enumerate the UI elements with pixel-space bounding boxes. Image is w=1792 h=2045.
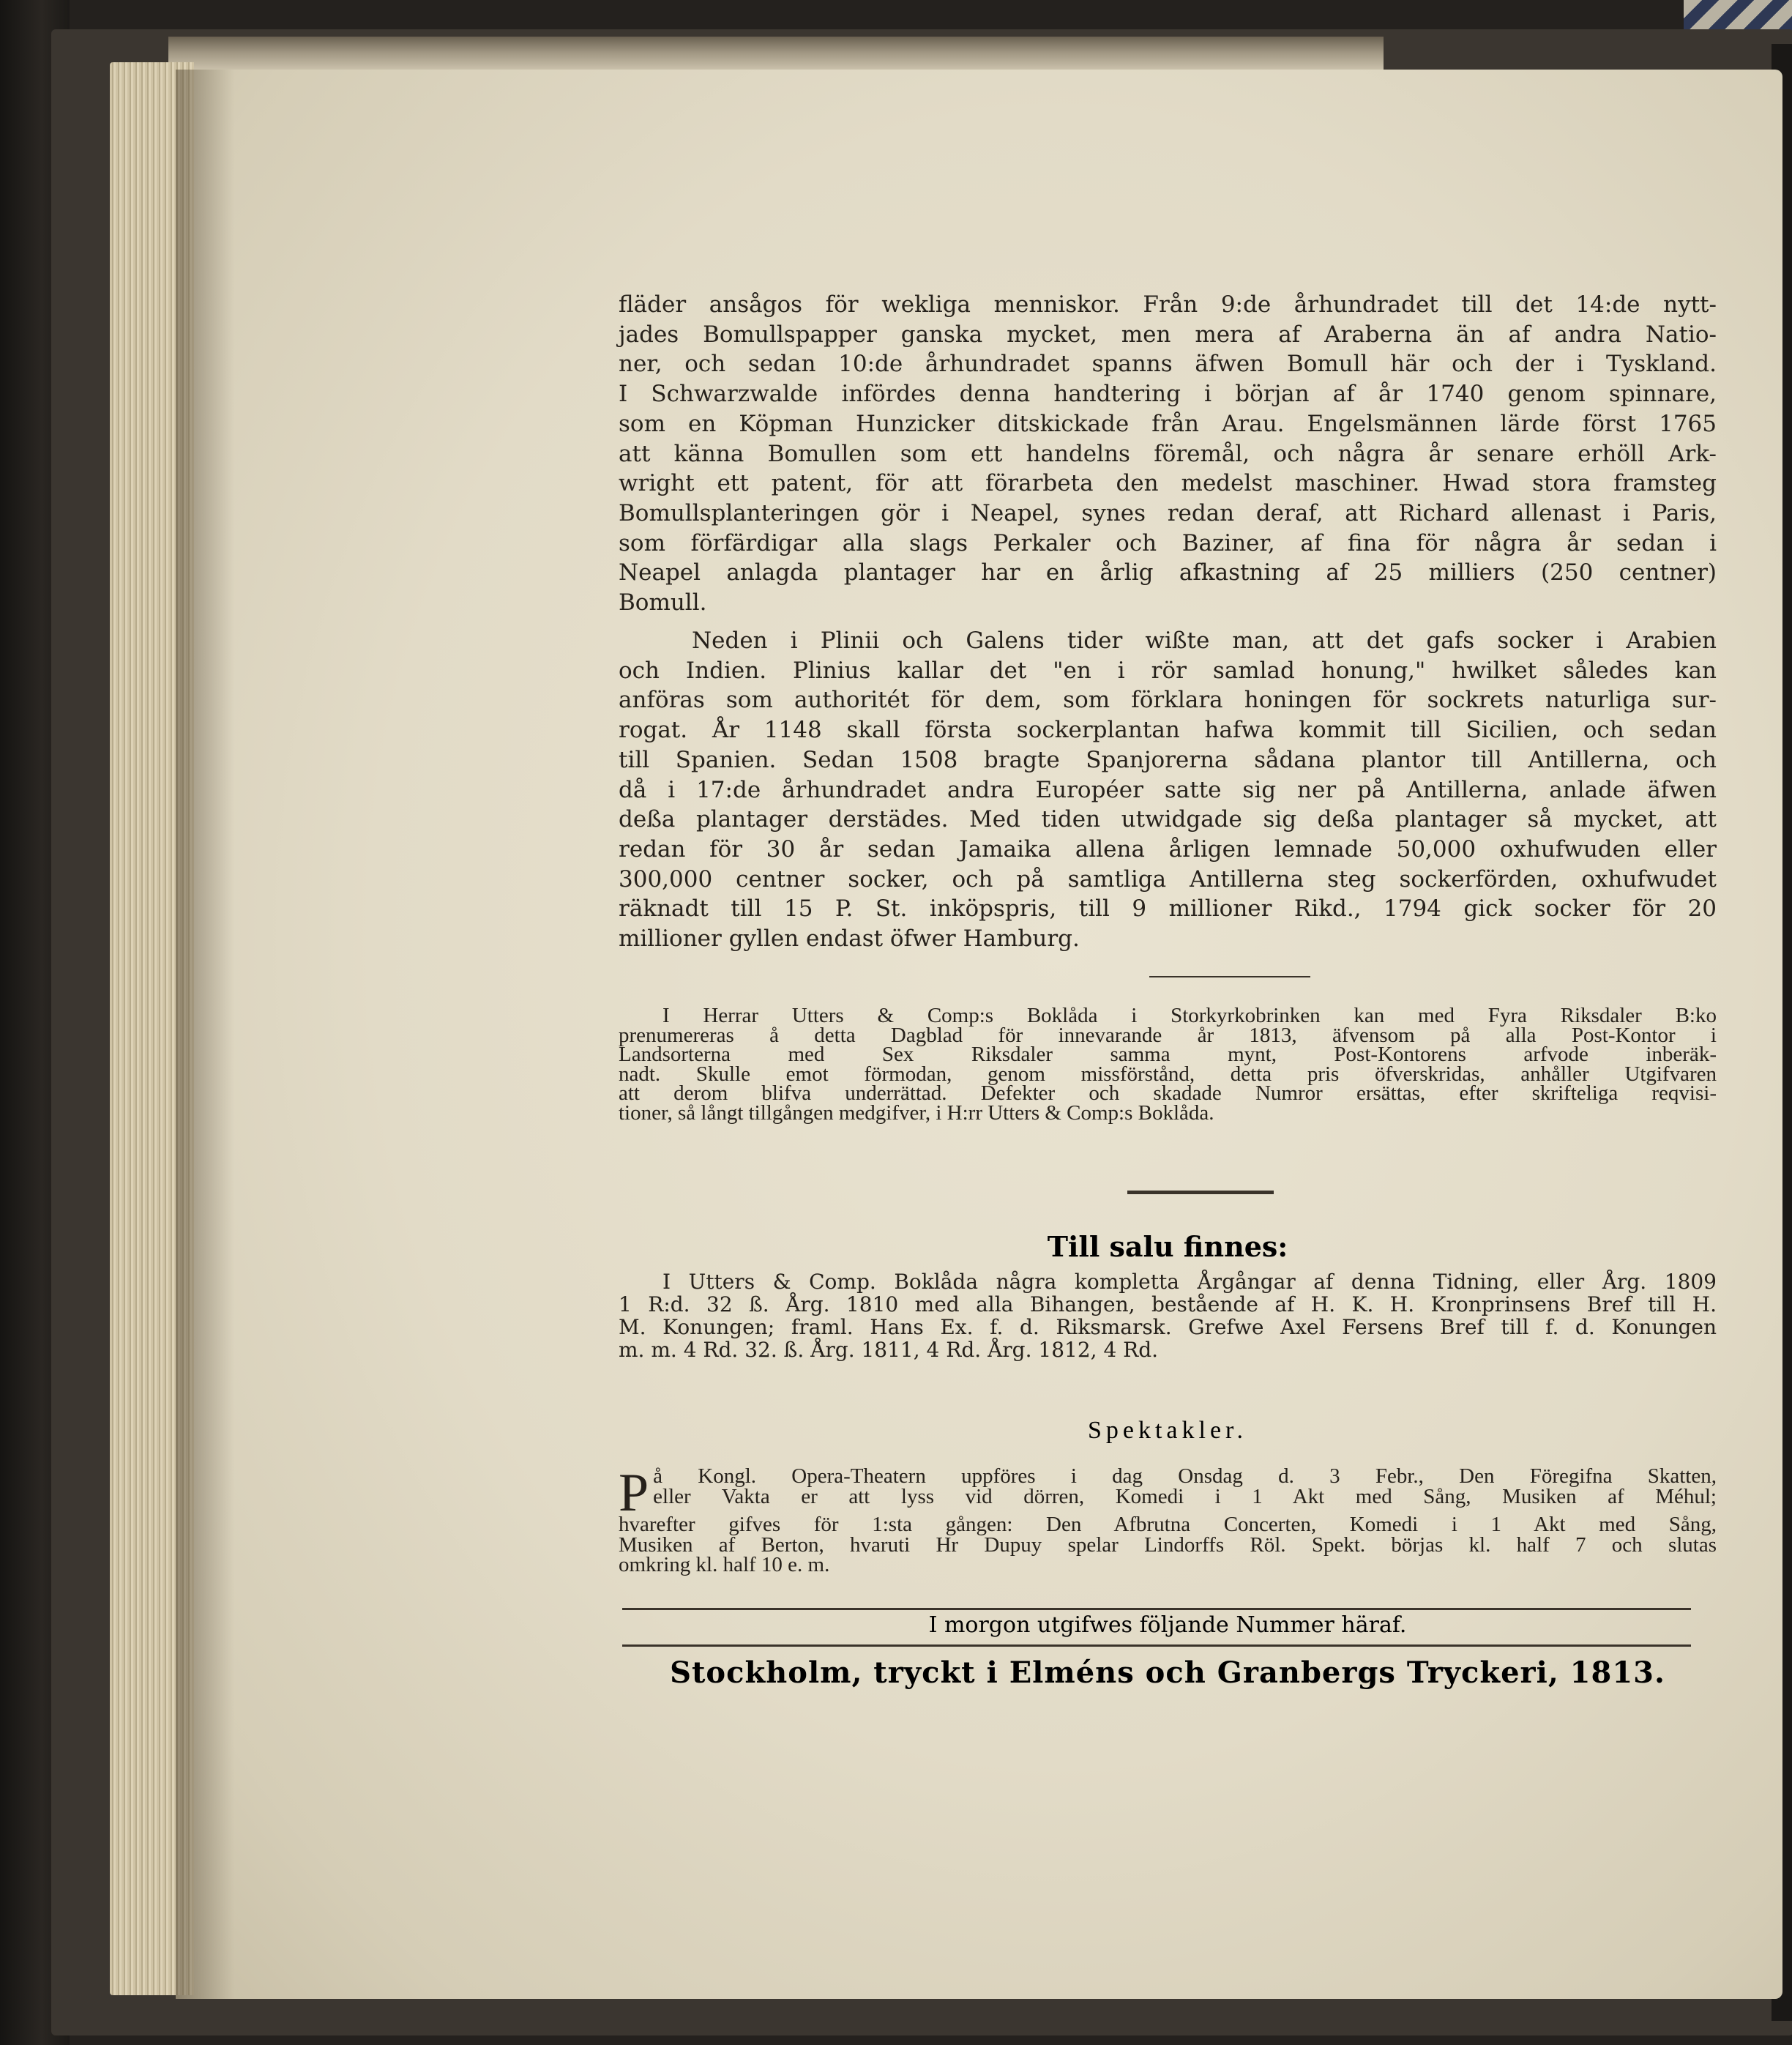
text-line: I Herrar Utters & Comp:s Boklåda i Storkyrkobrinken kan med Fyra Riksdaler B:ko xyxy=(662,1004,1717,1027)
text-line: m. m. 4 Rd. 32. ß. Årg. 1811, 4 Rd. Årg. 1812, 4 Rd. xyxy=(619,1338,1159,1362)
text-line: Bomull. xyxy=(619,589,707,617)
text-line: Neapel anlagda plantager har en årlig afkastning af 25 milliers (250 centner) xyxy=(619,559,1717,586)
drop-cap: P xyxy=(619,1463,649,1523)
text-line: att känna Bomullen som ett handelns föremål, och några år senare erhöll Ark- xyxy=(619,440,1717,467)
text-line: som en Köpman Hunzicker ditskickade från Arau. Engelsmännen lärde först 1765 xyxy=(619,410,1717,437)
text-line: redan för 30 år sedan Jamaika allena årligen lemnade 50,000 oxhufwuden eller xyxy=(619,835,1717,863)
text-line: M. Konungen; framl. Hans Ex. f. d. Riksmarsk. Grefwe Axel Fersens Bref till f. d. Konungen xyxy=(619,1315,1717,1339)
text-line: Landsorterna med Sex Riksdaler samma mynt, Post-Kontorens arfvode inberäk- xyxy=(619,1043,1717,1066)
spektakler-heading: Spektakler. xyxy=(1087,1417,1248,1444)
text-line: jades Bomullspapper ganska mycket, men mera af Araberna än af andra Natio- xyxy=(619,321,1717,348)
divider-full xyxy=(622,1644,1691,1647)
text-line: å Kongl. Opera-Theatern uppföres i dag Onsdag d. 3 Febr., Den Föregifna Skatten, xyxy=(653,1464,1717,1488)
imprint: Stockholm, tryckt i Elméns och Granbergs Tryckeri, 1813. xyxy=(670,1655,1665,1690)
article-paragraph-1 xyxy=(619,290,1717,618)
for-sale-heading: Till salu finnes: xyxy=(1047,1230,1288,1263)
text-line: hvarefter gifves för 1:sta gången: Den Afbrutna Concerten, Komedi i 1 Akt med Sång, xyxy=(619,1513,1717,1536)
text-line: till Spanien. Sedan 1508 bragte Spanjorerna sådana plantor till Antillerna, och xyxy=(619,746,1717,773)
next-issue-note: I morgon utgifwes följande Nummer häraf. xyxy=(928,1612,1407,1638)
text-line: tioner, så långt tillgången medgifver, i H:rr Utters & Comp:s Boklåda. xyxy=(619,1100,1214,1125)
divider-thick xyxy=(1127,1191,1274,1194)
page-top-edge xyxy=(168,37,1384,72)
text-line: Bomullsplanteringen gör i Neapel, synes redan deraf, att Richard allenast i Paris, xyxy=(619,499,1717,526)
text-line: millioner gyllen endast öfwer Hamburg. xyxy=(619,925,1080,953)
text-line: wright ett patent, för att förarbeta den medelst maschiner. Hwad stora framsteg xyxy=(619,470,1717,497)
text-line: I Schwarzwalde infördes denna handtering i början af år 1740 genom spinnare, xyxy=(619,381,1717,408)
text-line: omkring kl. half 10 e. m. xyxy=(619,1553,830,1576)
text-line: 300,000 centner socker, och på samtliga Antillerna steg sockerförden, oxhufwudet xyxy=(619,865,1717,893)
text-line: 1 R:d. 32 ß. Årg. 1810 med alla Bihangen, bestående af H. K. H. Kronprinsens Bref till H. xyxy=(619,1292,1717,1316)
article-paragraph-2 xyxy=(619,626,1717,954)
text-line: att derom blifva underrättad. Defekter och skadade Numror ersättas, efter skrifteliga reqvisi- xyxy=(619,1081,1717,1105)
text-line: då i 17:de århundradet andra Européer satte sig ner på Antillerna, anlade äfwen xyxy=(619,776,1717,803)
text-line: deßa plantager derstädes. Med tiden utwidgade sig deßa plantager så mycket, att xyxy=(619,806,1717,833)
text-line: Neden i Plinii och Galens tider wißte man, att det gafs socker i Arabien xyxy=(692,627,1717,654)
text-line: Musiken af Berton, hvaruti Hr Dupuy spelar Lindorffs Röl. Spekt. börjas kl. half 7 och slutas xyxy=(619,1532,1717,1557)
text-line: eller Vakta er att lyss vid dörren, Komedi i 1 Akt med Sång, Musiken af Méhul; xyxy=(653,1484,1717,1508)
text-line: ner, och sedan 10:de århundradet spanns äfwen Bomull här och der i Tyskland. xyxy=(619,351,1717,378)
text-line: nadt. Skulle emot förmodan, genom missförstånd, detta pris öfverskridas, anhåller Utgifvaren xyxy=(619,1062,1717,1086)
text-line: anföras som authoritét för dem, som förklara honingen för sockrets naturliga sur- xyxy=(619,687,1717,714)
divider-short xyxy=(1149,976,1310,977)
for-sale-text xyxy=(619,1270,1717,1361)
page-gutter-shadow xyxy=(176,70,234,1999)
text-line: I Utters & Comp. Boklåda några kompletta Årgångar af denna Tidning, eller Årg. 1809 xyxy=(662,1270,1717,1294)
text-line: som förfärdigar alla slags Perkaler och Baziner, af fina för några år sedan i xyxy=(619,529,1717,556)
subscription-notice xyxy=(619,1004,1717,1125)
text-line: och Indien. Plinius kallar det "en i rör samlad honung," hwilket således kan xyxy=(619,657,1717,684)
divider-full xyxy=(622,1608,1691,1610)
text-line: fläder ansågos för wekliga menniskor. Från 9:de århundradet till det 14:de nytt- xyxy=(619,291,1717,318)
spektakler-text xyxy=(619,1463,1717,1576)
text-line: räknadt till 15 P. St. inköpspris, till 9 millioner Rikd., 1794 gick socker för 20 xyxy=(619,895,1717,923)
text-line: prenumereras å detta Dagblad för innevarande år 1813, äfvensom på alla Post-Kontor i xyxy=(619,1023,1717,1047)
text-line: rogat. År 1148 skall första sockerplantan hafwa kommit till Sicilien, och sedan xyxy=(619,717,1717,744)
